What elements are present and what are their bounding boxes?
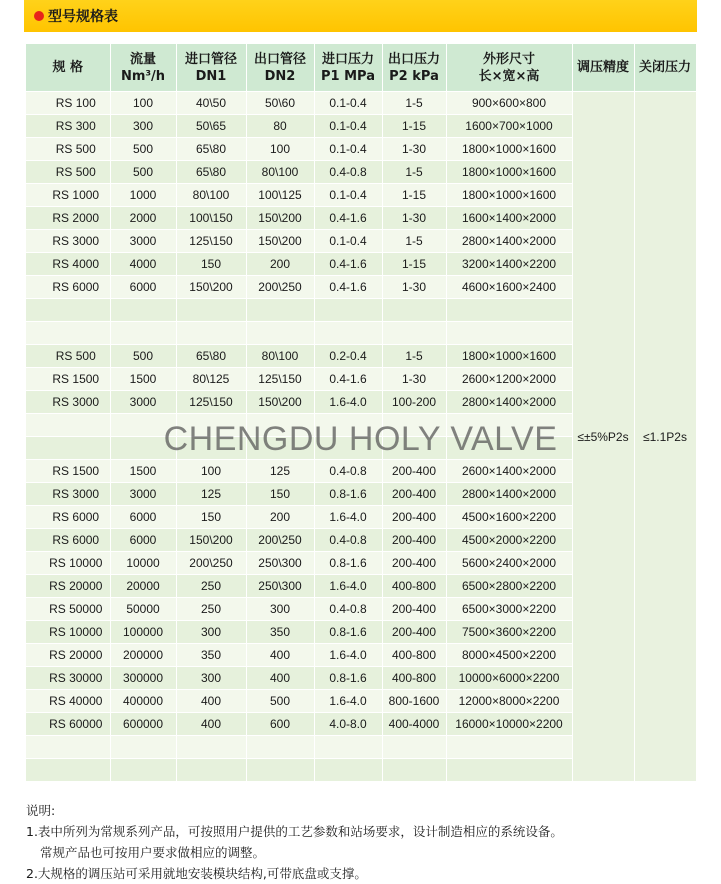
cell-p1: 0.1-0.4 [314,92,382,115]
cell-inlet: 150 [176,506,246,529]
cell-p2: 200-400 [382,460,446,483]
cell-inlet: 40\50 [176,92,246,115]
cell-inlet: 100\150 [176,207,246,230]
cell-inlet: 125 [176,483,246,506]
cell-inlet: 200\250 [176,552,246,575]
cell-flow: 300000 [110,667,176,690]
cell-size [446,414,572,437]
cell-inlet: 150\200 [176,276,246,299]
cell-p1: 0.4-1.6 [314,368,382,391]
cell-p2: 1-15 [382,253,446,276]
cell-flow: 10000 [110,552,176,575]
cell-p1 [314,759,382,782]
cell-model: RS 50000 [26,598,110,621]
cell-outlet: 150\200 [246,207,314,230]
cell-p1: 0.8-1.6 [314,621,382,644]
cell-inlet [176,736,246,759]
cell-outlet: 150 [246,483,314,506]
cell-inlet: 150 [176,253,246,276]
cell-p2 [382,322,446,345]
cell-size: 2800×1400×2000 [446,391,572,414]
cell-flow: 400000 [110,690,176,713]
cell-p1: 0.4-0.8 [314,529,382,552]
cell-outlet: 400 [246,667,314,690]
cell-flow [110,414,176,437]
cell-inlet [176,322,246,345]
cell-size: 2600×1400×2000 [446,460,572,483]
cell-size: 1800×1000×1600 [446,161,572,184]
cell-p1: 0.4-0.8 [314,161,382,184]
cell-size: 8000×4500×2200 [446,644,572,667]
cell-p1: 1.6-4.0 [314,575,382,598]
cell-model: RS 1500 [26,368,110,391]
cell-model [26,437,110,460]
cell-size: 3200×1400×2200 [446,253,572,276]
cell-model [26,322,110,345]
cell-size: 6500×2800×2200 [446,575,572,598]
cell-model: RS 3000 [26,391,110,414]
header-row [26,44,696,92]
cell-model [26,299,110,322]
cell-p2: 1-5 [382,345,446,368]
header-outlet: 出口管径 DN2 [246,44,314,92]
cell-p1: 0.4-0.8 [314,460,382,483]
cell-outlet: 600 [246,713,314,736]
cell-p2 [382,736,446,759]
cell-flow: 500 [110,161,176,184]
cell-outlet: 100\125 [246,184,314,207]
cell-inlet: 250 [176,598,246,621]
cell-model: RS 6000 [26,506,110,529]
cell-size: 7500×3600×2200 [446,621,572,644]
cell-inlet: 350 [176,644,246,667]
cell-inlet [176,759,246,782]
cell-flow [110,322,176,345]
cell-p2: 400-4000 [382,713,446,736]
cell-model: RS 6000 [26,529,110,552]
cell-outlet [246,759,314,782]
bullet-dot-icon [34,11,44,21]
cell-outlet: 200 [246,506,314,529]
header-size: 外形尺寸 长×宽×高 [446,44,572,92]
cell-outlet: 100 [246,138,314,161]
cell-inlet: 50\65 [176,115,246,138]
cell-outlet: 500 [246,690,314,713]
cell-size: 1600×1400×2000 [446,207,572,230]
cell-inlet: 65\80 [176,138,246,161]
cell-size [446,322,572,345]
cell-outlet: 150\200 [246,230,314,253]
cell-flow: 100000 [110,621,176,644]
cell-model: RS 20000 [26,575,110,598]
spec-table-body [26,92,696,782]
cell-p2 [382,299,446,322]
cell-flow: 2000 [110,207,176,230]
cell-flow: 6000 [110,529,176,552]
cell-outlet: 300 [246,598,314,621]
cell-model: RS 1500 [26,460,110,483]
cell-size: 4500×1600×2200 [446,506,572,529]
header-accuracy: 调压精度 [572,44,634,92]
cell-model: RS 3000 [26,483,110,506]
cell-p1: 0.4-1.6 [314,207,382,230]
cell-p2: 1-15 [382,115,446,138]
header-flow: 流量 Nm³/h [110,44,176,92]
notes-heading: 说明: [26,803,56,818]
cell-flow: 6000 [110,276,176,299]
cell-inlet: 125\150 [176,391,246,414]
cell-p1: 1.6-4.0 [314,506,382,529]
cell-flow: 500 [110,138,176,161]
cell-size [446,299,572,322]
cell-size: 1800×1000×1600 [446,138,572,161]
cell-outlet: 80\100 [246,345,314,368]
cell-p1: 0.1-0.4 [314,138,382,161]
cell-model: RS 10000 [26,552,110,575]
cell-outlet: 200 [246,253,314,276]
cell-p2 [382,414,446,437]
cell-size: 12000×8000×2200 [446,690,572,713]
cell-close-pressure: ≤1.1P2s [634,92,696,782]
cell-outlet [246,414,314,437]
cell-outlet: 250\300 [246,575,314,598]
cell-inlet: 100 [176,460,246,483]
cell-p2: 200-400 [382,552,446,575]
cell-inlet: 300 [176,621,246,644]
cell-p1: 0.4-1.6 [314,276,382,299]
cell-p2: 200-400 [382,506,446,529]
cell-outlet [246,322,314,345]
cell-p2: 100-200 [382,391,446,414]
cell-flow [110,299,176,322]
cell-size: 900×600×800 [446,92,572,115]
cell-outlet: 80 [246,115,314,138]
cell-model: RS 500 [26,138,110,161]
cell-p2: 200-400 [382,483,446,506]
header-model: 规 格 [26,44,110,92]
cell-model: RS 300 [26,115,110,138]
header-p1: 进口压力 P1 MPa [314,44,382,92]
cell-inlet: 65\80 [176,161,246,184]
cell-p1 [314,299,382,322]
cell-outlet: 125 [246,460,314,483]
cell-model [26,736,110,759]
cell-outlet [246,736,314,759]
cell-p2: 400-800 [382,644,446,667]
cell-flow: 200000 [110,644,176,667]
cell-p1: 0.1-0.4 [314,184,382,207]
cell-model: RS 500 [26,345,110,368]
cell-model [26,759,110,782]
cell-p1: 1.6-4.0 [314,391,382,414]
cell-size [446,437,572,460]
cell-p1 [314,322,382,345]
cell-outlet: 200\250 [246,276,314,299]
cell-outlet: 200\250 [246,529,314,552]
cell-p2: 200-400 [382,621,446,644]
cell-outlet: 80\100 [246,161,314,184]
cell-flow: 3000 [110,391,176,414]
cell-size: 2800×1400×2000 [446,230,572,253]
page-title: 型号规格表 [48,9,118,25]
cell-size: 16000×10000×2200 [446,713,572,736]
cell-flow: 3000 [110,230,176,253]
cell-model: RS 100 [26,92,110,115]
cell-outlet [246,299,314,322]
cell-flow [110,437,176,460]
cell-model: RS 10000 [26,621,110,644]
cell-inlet: 300 [176,667,246,690]
cell-flow: 50000 [110,598,176,621]
cell-p1: 0.4-1.6 [314,253,382,276]
cell-size: 2600×1200×2000 [446,368,572,391]
cell-p1: 0.8-1.6 [314,552,382,575]
cell-model: RS 2000 [26,207,110,230]
cell-outlet: 400 [246,644,314,667]
cell-flow: 3000 [110,483,176,506]
notes [26,800,706,884]
cell-p2: 1-5 [382,161,446,184]
cell-p1: 1.6-4.0 [314,690,382,713]
cell-outlet: 350 [246,621,314,644]
cell-size [446,736,572,759]
cell-p2 [382,437,446,460]
cell-p1: 4.0-8.0 [314,713,382,736]
cell-inlet: 80\125 [176,368,246,391]
cell-p2: 800-1600 [382,690,446,713]
cell-size: 4500×2000×2200 [446,529,572,552]
cell-flow [110,736,176,759]
cell-p2: 1-30 [382,138,446,161]
cell-inlet: 400 [176,690,246,713]
cell-model: RS 6000 [26,276,110,299]
title-bar [24,0,697,32]
cell-inlet: 250 [176,575,246,598]
cell-p1 [314,437,382,460]
cell-inlet [176,414,246,437]
note-item: 常规产品也可按用户要求做相应的调整。 [40,845,266,860]
cell-flow: 1500 [110,460,176,483]
cell-p1: 0.1-0.4 [314,115,382,138]
cell-inlet [176,437,246,460]
cell-outlet: 150\200 [246,391,314,414]
cell-p2: 1-5 [382,92,446,115]
cell-p1 [314,414,382,437]
table-row [26,92,696,115]
cell-p1 [314,736,382,759]
cell-flow: 100 [110,92,176,115]
cell-p1: 0.8-1.6 [314,667,382,690]
cell-size: 1600×700×1000 [446,115,572,138]
cell-p1: 0.4-0.8 [314,598,382,621]
cell-size: 1800×1000×1600 [446,184,572,207]
cell-model: RS 20000 [26,644,110,667]
cell-flow: 600000 [110,713,176,736]
cell-size: 10000×6000×2200 [446,667,572,690]
cell-p2: 400-800 [382,575,446,598]
cell-p2 [382,759,446,782]
cell-size: 6500×3000×2200 [446,598,572,621]
cell-flow [110,759,176,782]
cell-inlet: 150\200 [176,529,246,552]
cell-flow: 1500 [110,368,176,391]
cell-p2: 200-400 [382,598,446,621]
cell-outlet: 125\150 [246,368,314,391]
cell-model: RS 1000 [26,184,110,207]
cell-inlet [176,299,246,322]
cell-outlet: 250\300 [246,552,314,575]
cell-p2: 1-30 [382,207,446,230]
cell-flow: 4000 [110,253,176,276]
cell-size: 5600×2400×2000 [446,552,572,575]
cell-p2: 1-30 [382,368,446,391]
cell-flow: 20000 [110,575,176,598]
cell-flow: 6000 [110,506,176,529]
cell-outlet [246,437,314,460]
cell-inlet: 125\150 [176,230,246,253]
cell-accuracy: ≤±5%P2s [572,92,634,782]
cell-model: RS 3000 [26,230,110,253]
cell-model [26,414,110,437]
cell-p2: 1-30 [382,276,446,299]
cell-p1: 1.6-4.0 [314,644,382,667]
watermark: CHENGDU HOLY VALVE [163,420,558,458]
cell-inlet: 80\100 [176,184,246,207]
cell-p2: 200-400 [382,529,446,552]
cell-model: RS 4000 [26,253,110,276]
cell-outlet: 50\60 [246,92,314,115]
cell-size: 2800×1400×2000 [446,483,572,506]
note-item: 1.表中所列为常规系列产品，可按照用户提供的工艺参数和站场要求，设计制造相应的系统设备。 [26,824,563,839]
cell-p2: 1-15 [382,184,446,207]
cell-p1: 0.1-0.4 [314,230,382,253]
cell-size: 4600×1600×2400 [446,276,572,299]
cell-size: 1800×1000×1600 [446,345,572,368]
header-close-pressure: 关闭压力 [634,44,696,92]
cell-model: RS 40000 [26,690,110,713]
cell-size [446,759,572,782]
header-p2: 出口压力 P2 kPa [382,44,446,92]
cell-model: RS 30000 [26,667,110,690]
cell-flow: 500 [110,345,176,368]
cell-p2: 1-5 [382,230,446,253]
cell-model: RS 60000 [26,713,110,736]
cell-inlet: 400 [176,713,246,736]
note-item: 2.大规格的调压站可采用就地安装模块结构,可带底盘或支撑。 [26,866,367,881]
cell-flow: 1000 [110,184,176,207]
cell-p2: 400-800 [382,667,446,690]
cell-model: RS 500 [26,161,110,184]
cell-p1: 0.8-1.6 [314,483,382,506]
header-inlet: 进口管径 DN1 [176,44,246,92]
cell-p1: 0.2-0.4 [314,345,382,368]
spec-table [26,44,697,782]
cell-flow: 300 [110,115,176,138]
cell-inlet: 65\80 [176,345,246,368]
